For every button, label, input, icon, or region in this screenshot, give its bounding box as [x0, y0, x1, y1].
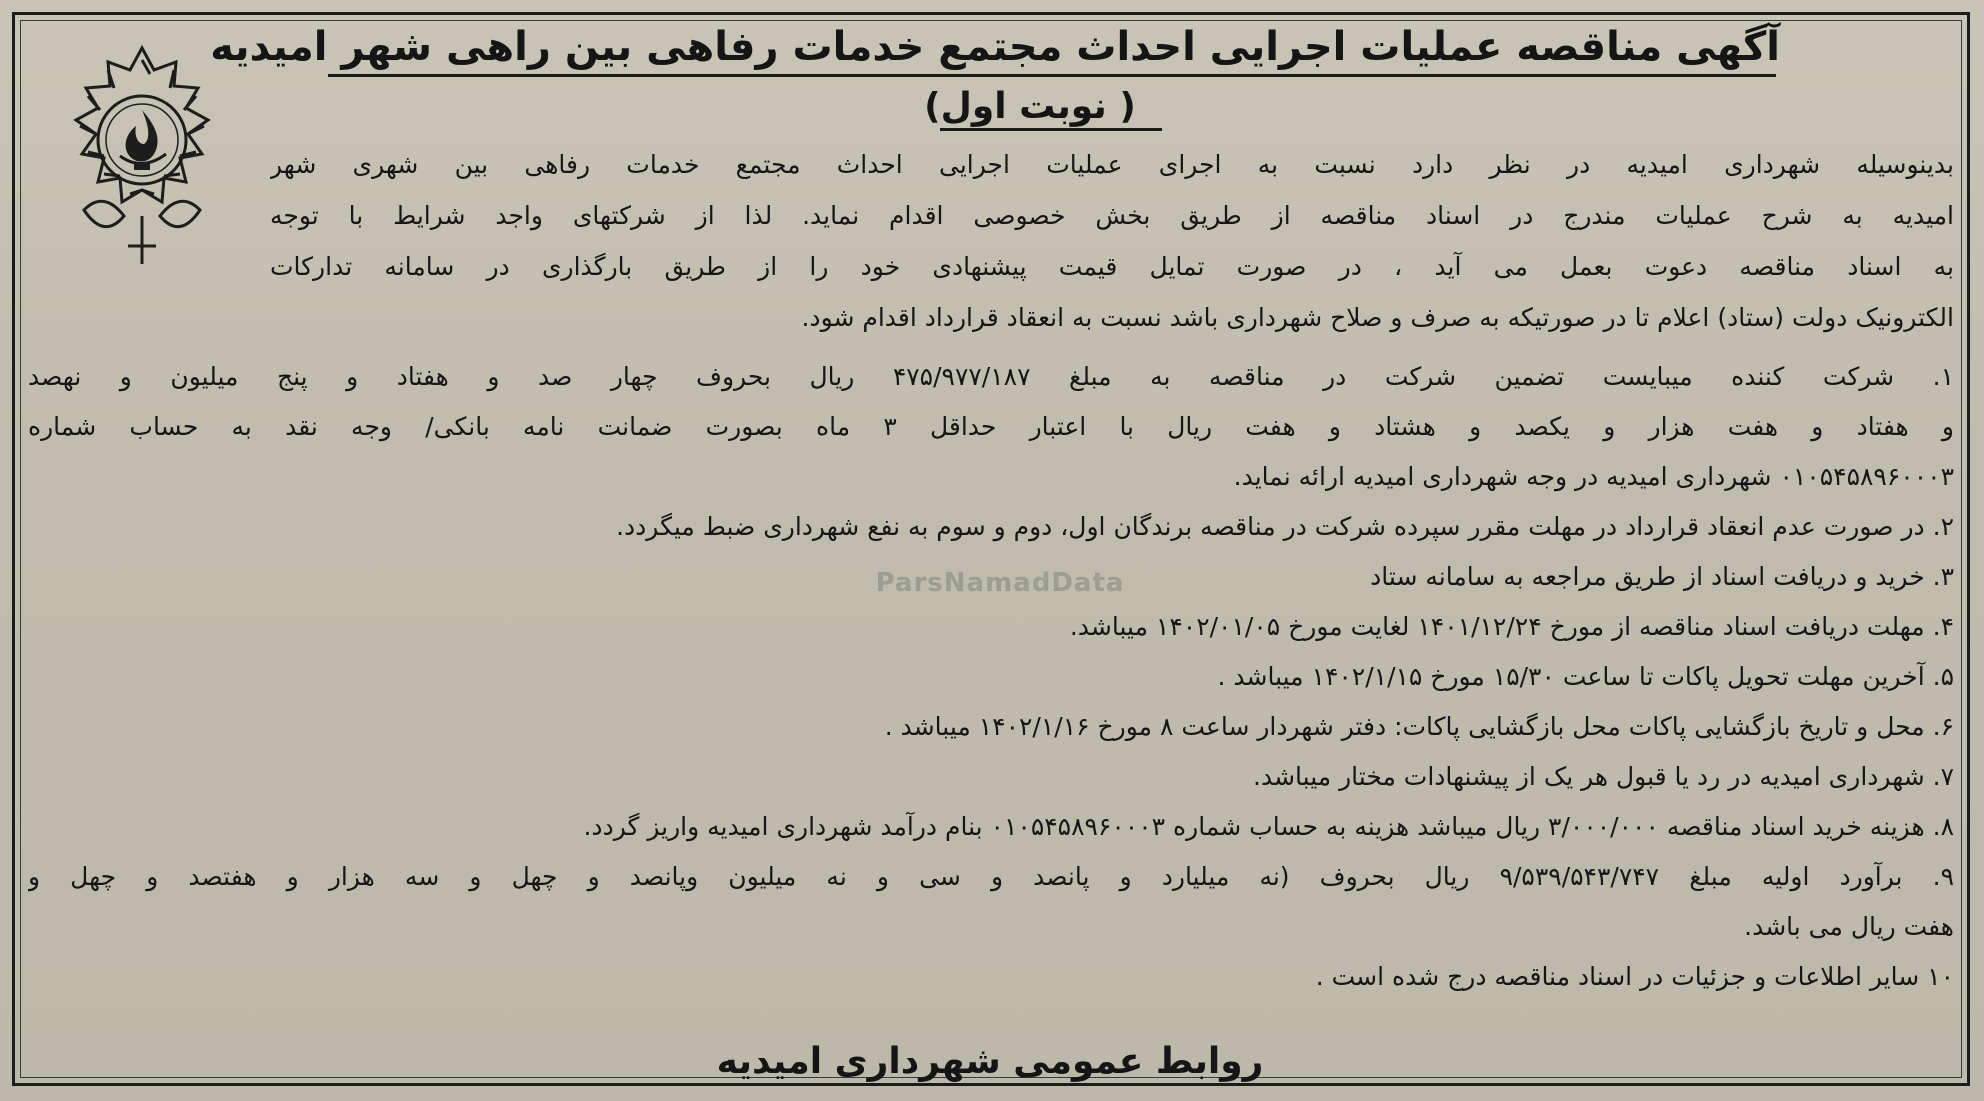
intro-line-4: الکترونیک دولت (ستاد) اعلام تا در صورتیکه به صرف و صلاح شهرداری باشد نسبت به انعقاد قرارداد اقدام شود.	[801, 303, 1954, 332]
item-line: ۱. شرکت کننده میبایست تضمین شرکت در مناقصه به مبلغ ۴۷۵/۹۷۷/۱۸۷ ریال بحروف چهار صد و هفتاد و پنج میلیون و نهصد	[28, 362, 1954, 391]
item-line: ۷. شهرداری امیدیه در رد یا قبول هر یک از پیشنهادات مختار میباشد.	[1253, 762, 1954, 791]
item-line: ۹. برآورد اولیه مبلغ ۹/۵۳۹/۵۴۳/۷۴۷ ریال بحروف (نه میلیارد و پانصد و سی و نه میلیون وپانصد و چهل و سه هزار و هفتصد و چهل و	[28, 862, 1954, 891]
item-line: ۱۰ سایر اطلاعات و جزئیات در اسناد مناقصه درج شده است .	[1315, 962, 1954, 991]
title-underline	[328, 74, 1776, 77]
subtitle-underline	[940, 128, 1162, 131]
item-line: ۸. هزینه خرید اسناد مناقصه ۳/۰۰۰/۰۰۰ ریال میباشد هزینه به حساب شماره ۰۱۰۵۴۵۸۹۶۰۰۰۳ بنام درآمد شهرداری امیدیه واریز گردد.	[583, 812, 1954, 841]
item-line: ۵. آخرین مهلت تحویل پاکات تا ساعت ۱۵/۳۰ مورخ ۱۴۰۲/۱/۱۵ میباشد .	[1217, 662, 1954, 691]
item-line: ۰۱۰۵۴۵۸۹۶۰۰۰۳ شهرداری امیدیه در وجه شهرداری امیدیه ارائه نماید.	[1233, 462, 1954, 491]
item-line: و هفتاد و هفت هزار و یکصد و هشتاد و هفت ریال با اعتبار حداقل ۳ ماه بصورت ضمانت نامه بانکی/ وجه نقد به حساب شماره	[28, 412, 1954, 441]
item-line: ۴. مهلت دریافت اسناد مناقصه از مورخ ۱۴۰۱/۱۲/۲۴ لغایت مورخ ۱۴۰۲/۰۱/۰۵ میباشد.	[1069, 612, 1954, 641]
intro-line-3: به اسناد مناقصه دعوت بعمل می آید ، در صورت تمایل قیمت پیشنهادی خود را از طریق بارگذاری در سامانه تدارکات	[270, 252, 1954, 281]
intro-line-1: بدینوسیله شهرداری امیدیه در نظر دارد نسبت به اجرای عملیات اجرایی احداث مجتمع خدمات رفاهی بین شهری شهر	[270, 150, 1954, 179]
notice-subtitle: ( نوبت اول)	[924, 86, 1136, 127]
item-line: ۲. در صورت عدم انعقاد قرارداد در مهلت مقرر سپرده شرکت در مناقصه برندگان اول، دوم و سوم به نفع شهرداری ضبط میگردد.	[616, 512, 1954, 541]
item-line: ۶. محل و تاریخ بازگشایی پاکات محل بازگشایی پاکات: دفتر شهردار ساعت ۸ مورخ ۱۴۰۲/۱/۱۶ میباشد .	[884, 712, 1954, 741]
intro-line-2: امیدیه به شرح عملیات مندرج در اسناد مناقصه از طریق بخش خصوصی اقدام نماید. لذا از شرکتهای واجد شرایط با توجه	[270, 201, 1954, 230]
notice-footer-signature: روابط عمومی شهرداری امیدیه	[716, 1041, 1264, 1082]
item-line: هفت ریال می باشد.	[1744, 912, 1954, 941]
item-line: ۳. خرید و دریافت اسناد از طریق مراجعه به سامانه ستاد	[1370, 562, 1954, 591]
notice-items	[28, 352, 1954, 1032]
notice-title: آگهی مناقصه عملیات اجرایی احداث مجتمع خدمات رفاهی بین راهی شهر امیدیه	[210, 24, 1780, 70]
watermark-text: ParsNamadData	[875, 568, 1125, 598]
